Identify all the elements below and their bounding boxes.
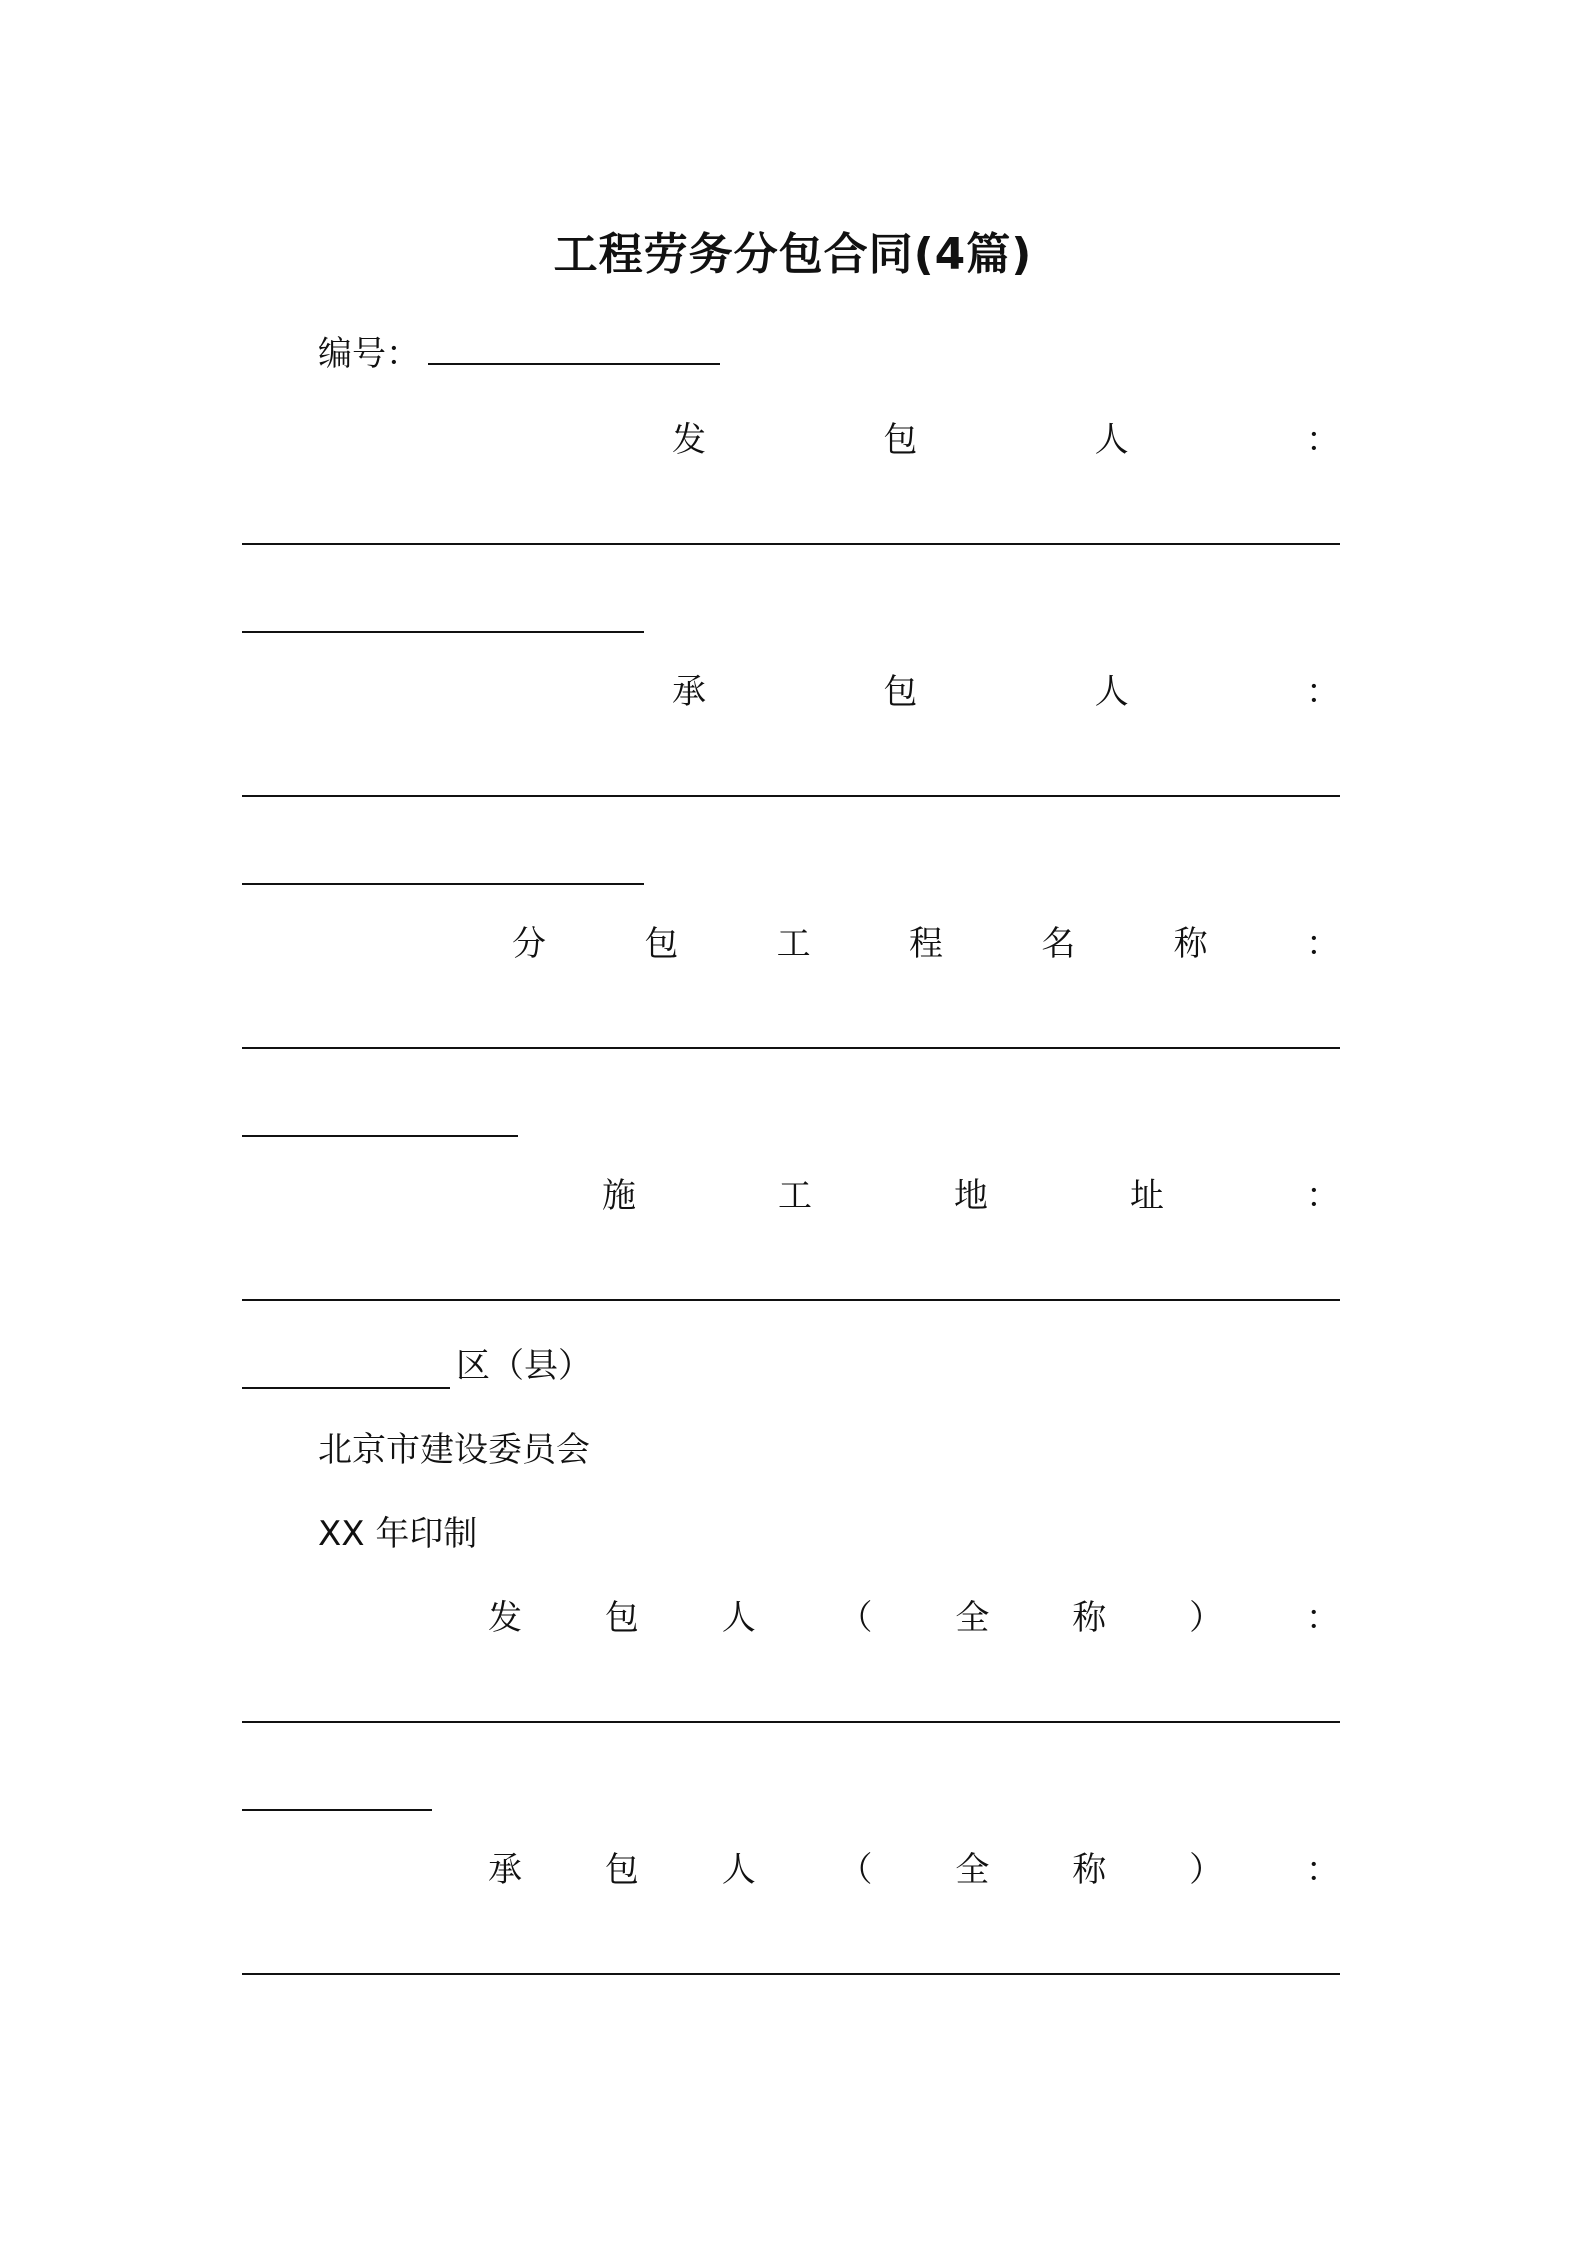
char: 程 xyxy=(908,924,943,964)
char: 分 xyxy=(512,924,546,964)
char: ： xyxy=(1305,1850,1340,1890)
char: ） xyxy=(1189,1850,1224,1890)
char: 发 xyxy=(488,1598,522,1638)
char: 地 xyxy=(954,1176,988,1216)
char: 包 xyxy=(644,924,679,964)
char: ： xyxy=(1306,1176,1340,1216)
district-label: 区（县） xyxy=(456,1346,592,1386)
char: 称 xyxy=(1173,924,1208,964)
field-label-issuer-fullname xyxy=(488,1598,1340,1638)
printed-text: XX 年印制 xyxy=(318,1514,478,1554)
blank-line[interactable] xyxy=(242,1973,1340,1975)
char: 包 xyxy=(604,1598,639,1638)
blank-line[interactable] xyxy=(242,1809,432,1811)
char: 包 xyxy=(883,420,918,460)
char: 施 xyxy=(602,1176,636,1216)
char: 承 xyxy=(488,1850,522,1890)
char: 人 xyxy=(1094,672,1129,712)
char: 称 xyxy=(1072,1598,1107,1638)
field-label-site-address xyxy=(602,1176,1340,1216)
char: 包 xyxy=(604,1850,639,1890)
char: 全 xyxy=(955,1598,990,1638)
char: 人 xyxy=(721,1850,756,1890)
blank-line[interactable] xyxy=(242,1135,518,1137)
blank-line[interactable] xyxy=(242,1387,450,1389)
blank-line[interactable] xyxy=(242,1721,1340,1723)
char: 发 xyxy=(672,420,706,460)
char: 工 xyxy=(776,924,811,964)
char: 承 xyxy=(672,672,706,712)
char: 全 xyxy=(955,1850,990,1890)
field-label-contractor-issuer xyxy=(672,420,1340,460)
number-label: 编号： xyxy=(318,334,420,374)
number-blank[interactable] xyxy=(428,335,720,365)
document-title: 工程劳务分包合同(4篇) xyxy=(553,229,1033,280)
blank-line[interactable] xyxy=(242,1299,1340,1301)
number-row xyxy=(318,334,720,374)
blank-line[interactable] xyxy=(242,631,644,633)
char: ： xyxy=(1305,420,1340,460)
char: （ xyxy=(838,1598,873,1638)
char: 人 xyxy=(1094,420,1129,460)
char: ： xyxy=(1305,672,1340,712)
char: ： xyxy=(1305,1598,1340,1638)
field-label-project-name xyxy=(512,924,1340,964)
blank-line[interactable] xyxy=(242,795,1340,797)
field-label-contractor-receiver xyxy=(672,672,1340,712)
blank-line[interactable] xyxy=(242,543,1340,545)
char: 址 xyxy=(1130,1176,1164,1216)
field-label-receiver-fullname xyxy=(488,1850,1340,1890)
char: ： xyxy=(1305,924,1340,964)
char: 人 xyxy=(721,1598,756,1638)
issuer-text: 北京市建设委员会 xyxy=(318,1430,590,1470)
char: 工 xyxy=(778,1176,812,1216)
char: 名 xyxy=(1041,924,1076,964)
char: 称 xyxy=(1072,1850,1107,1890)
char: 包 xyxy=(883,672,918,712)
blank-line[interactable] xyxy=(242,1047,1340,1049)
blank-line[interactable] xyxy=(242,883,644,885)
char: （ xyxy=(838,1850,873,1890)
char: ） xyxy=(1189,1598,1224,1638)
